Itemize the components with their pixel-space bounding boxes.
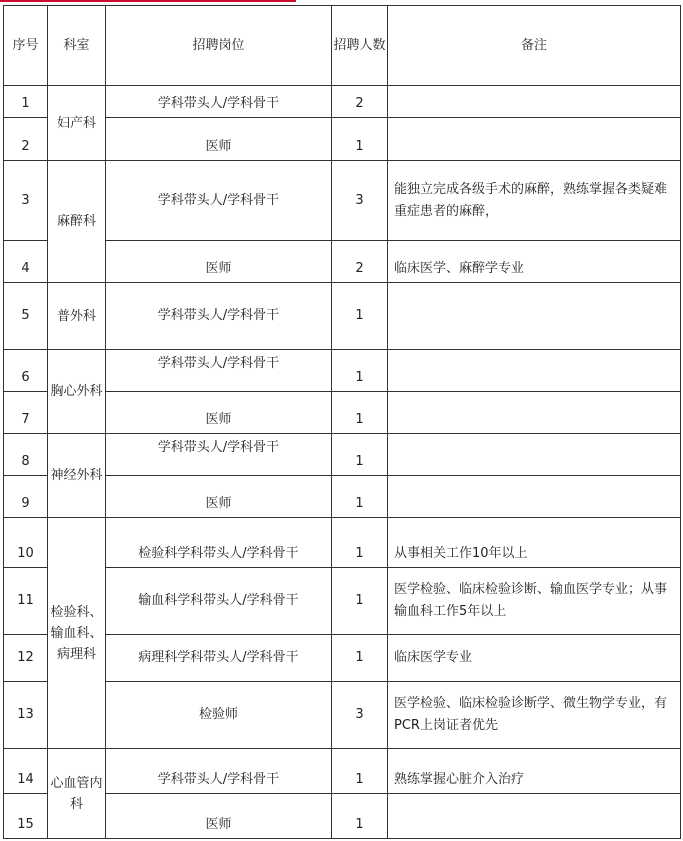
dept-cell: 妇产科 xyxy=(48,86,106,161)
table-header-row xyxy=(4,6,681,86)
row-count: 1 xyxy=(332,749,388,794)
row-count: 3 xyxy=(332,161,388,241)
row-count: 1 xyxy=(332,476,388,518)
row-position: 医师 xyxy=(106,118,332,161)
row-seq: 1 xyxy=(4,86,48,118)
row-seq: 14 xyxy=(4,749,48,794)
row-remarks: 熟练掌握心脏介入治疗 xyxy=(388,749,681,794)
row-position: 学科带头人/学科骨干 xyxy=(106,283,332,350)
row-seq: 5 xyxy=(4,283,48,350)
table-row xyxy=(4,749,681,794)
row-remarks xyxy=(388,476,681,518)
row-count: 1 xyxy=(332,283,388,350)
header-dept: 科室 xyxy=(48,6,106,86)
row-position: 学科带头人/学科骨干 xyxy=(106,161,332,241)
row-seq: 2 xyxy=(4,118,48,161)
row-remarks xyxy=(388,794,681,839)
table-row xyxy=(4,350,681,392)
row-count: 3 xyxy=(332,682,388,749)
table-row xyxy=(4,392,681,434)
row-count: 1 xyxy=(332,518,388,568)
row-count: 1 xyxy=(332,794,388,839)
row-remarks: 能独立完成各级手术的麻醉，熟练掌握各类疑难重症患者的麻醉， xyxy=(388,161,681,241)
dept-cell: 神经外科 xyxy=(48,434,106,518)
table-row xyxy=(4,86,681,118)
table-row xyxy=(4,568,681,635)
row-position: 学科带头人/学科骨干 xyxy=(106,86,332,118)
row-remarks: 临床医学、麻醉学专业 xyxy=(388,241,681,283)
table-row xyxy=(4,476,681,518)
row-seq: 4 xyxy=(4,241,48,283)
row-count: 2 xyxy=(332,241,388,283)
row-position: 输血科学科带头人/学科骨干 xyxy=(106,568,332,635)
row-seq: 3 xyxy=(4,161,48,241)
row-seq: 13 xyxy=(4,682,48,749)
dept-cell: 麻醉科 xyxy=(48,161,106,283)
row-remarks xyxy=(388,283,681,350)
row-seq: 12 xyxy=(4,635,48,682)
top-accent-bar xyxy=(0,0,296,2)
table-row xyxy=(4,118,681,161)
row-position: 学科带头人/学科骨干 xyxy=(106,350,332,392)
row-position: 医师 xyxy=(106,476,332,518)
table-row xyxy=(4,161,681,241)
row-remarks: 从事相关工作10年以上 xyxy=(388,518,681,568)
recruitment-table xyxy=(3,5,681,839)
row-remarks: 医学检验、临床检验诊断学、微生物学专业，有PCR上岗证者优先 xyxy=(388,682,681,749)
row-count: 1 xyxy=(332,635,388,682)
row-remarks: 临床医学专业 xyxy=(388,635,681,682)
row-count: 1 xyxy=(332,568,388,635)
row-remarks xyxy=(388,350,681,392)
table-row xyxy=(4,518,681,568)
row-remarks xyxy=(388,86,681,118)
row-position: 学科带头人/学科骨干 xyxy=(106,434,332,476)
row-position: 医师 xyxy=(106,392,332,434)
row-seq: 15 xyxy=(4,794,48,839)
row-position: 检验师 xyxy=(106,682,332,749)
table-row xyxy=(4,434,681,476)
row-position: 学科带头人/学科骨干 xyxy=(106,749,332,794)
row-position: 病理科学科带头人/学科骨干 xyxy=(106,635,332,682)
table-row xyxy=(4,682,681,749)
row-position: 医师 xyxy=(106,794,332,839)
header-remarks: 备注 xyxy=(388,6,681,86)
row-seq: 6 xyxy=(4,350,48,392)
dept-cell: 心血管内科 xyxy=(48,749,106,839)
table-row xyxy=(4,794,681,839)
row-seq: 7 xyxy=(4,392,48,434)
header-seq: 序号 xyxy=(4,6,48,86)
header-position: 招聘岗位 xyxy=(106,6,332,86)
row-seq: 10 xyxy=(4,518,48,568)
row-remarks xyxy=(388,434,681,476)
row-position: 医师 xyxy=(106,241,332,283)
dept-cell: 胸心外科 xyxy=(48,350,106,434)
row-count: 1 xyxy=(332,392,388,434)
row-remarks xyxy=(388,392,681,434)
row-seq: 11 xyxy=(4,568,48,635)
row-position: 检验科学科带头人/学科骨干 xyxy=(106,518,332,568)
table-row xyxy=(4,283,681,350)
table-row xyxy=(4,635,681,682)
row-count: 2 xyxy=(332,86,388,118)
table-row xyxy=(4,241,681,283)
row-seq: 9 xyxy=(4,476,48,518)
row-seq: 8 xyxy=(4,434,48,476)
row-count: 1 xyxy=(332,350,388,392)
row-count: 1 xyxy=(332,434,388,476)
row-remarks xyxy=(388,118,681,161)
dept-cell: 普外科 xyxy=(48,283,106,350)
header-count: 招聘人数 xyxy=(332,6,388,86)
row-count: 1 xyxy=(332,118,388,161)
row-remarks: 医学检验、临床检验诊断、输血医学专业；从事输血科工作5年以上 xyxy=(388,568,681,635)
dept-cell: 检验科、输血科、病理科 xyxy=(48,518,106,749)
